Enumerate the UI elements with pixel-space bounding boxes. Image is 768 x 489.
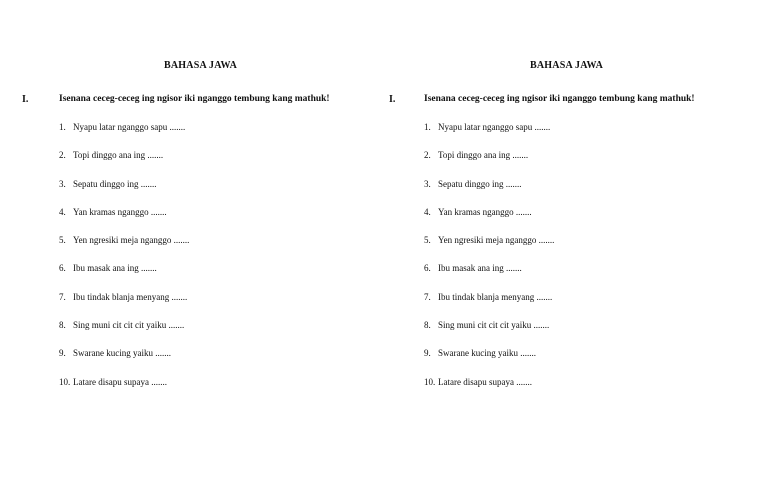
question-text: Yen ngresiki meja nganggo ....... bbox=[438, 235, 555, 246]
question-text: Latare disapu supaya ....... bbox=[438, 376, 532, 387]
question-text: Ibu masak ana ing ....... bbox=[438, 263, 522, 274]
question-text: Ibu tindak blanja menyang ....... bbox=[73, 291, 188, 302]
question-item bbox=[59, 377, 189, 405]
question-text: Yan kramas nganggo ....... bbox=[73, 206, 167, 217]
question-item bbox=[59, 348, 189, 376]
question-item bbox=[424, 179, 554, 207]
question-item bbox=[424, 292, 554, 320]
question-text: Sing muni cit cit cit yaiku ....... bbox=[438, 320, 550, 331]
question-number: 3. bbox=[424, 178, 431, 189]
question-list bbox=[424, 122, 554, 405]
question-text: Topi dinggo ana ing ....... bbox=[438, 150, 529, 161]
question-text: Sepatu dinggo ing ....... bbox=[73, 178, 157, 189]
question-item bbox=[424, 377, 554, 405]
section-instruction: Isenana ceceg-ceceg ing ngisor iki nganggo tembung kang mathuk! bbox=[424, 94, 695, 104]
question-number: 6. bbox=[424, 263, 431, 274]
question-number: 4. bbox=[424, 206, 431, 217]
question-item bbox=[424, 207, 554, 235]
question-number: 6. bbox=[59, 263, 66, 274]
question-item bbox=[424, 348, 554, 376]
question-number: 1. bbox=[59, 122, 66, 132]
question-item bbox=[59, 320, 189, 348]
question-text: Sing muni cit cit cit yaiku ....... bbox=[73, 320, 185, 331]
question-text: Topi dinggo ana ing ....... bbox=[73, 150, 164, 161]
question-item bbox=[424, 122, 554, 150]
worksheet-title: BAHASA JAWA bbox=[164, 60, 238, 71]
question-item bbox=[59, 122, 189, 150]
question-number: 10. bbox=[59, 376, 71, 387]
question-item bbox=[59, 263, 189, 291]
worksheet-title: BAHASA JAWA bbox=[530, 60, 604, 71]
question-item bbox=[424, 235, 554, 263]
question-number: 9. bbox=[59, 348, 66, 359]
question-number: 2. bbox=[424, 150, 431, 161]
question-item bbox=[59, 150, 189, 178]
question-number: 8. bbox=[59, 320, 66, 331]
question-item bbox=[59, 235, 189, 263]
section-number: I. bbox=[389, 94, 396, 105]
question-item bbox=[59, 292, 189, 320]
section-number: I. bbox=[22, 94, 29, 105]
question-text: Swarane kucing yaiku ....... bbox=[438, 348, 536, 359]
question-number: 7. bbox=[424, 291, 431, 302]
question-item bbox=[59, 179, 189, 207]
question-number: 1. bbox=[424, 122, 431, 132]
question-number: 2. bbox=[59, 150, 66, 161]
section-instruction: Isenana ceceg-ceceg ing ngisor iki nganggo tembung kang mathuk! bbox=[59, 94, 330, 104]
question-number: 5. bbox=[59, 235, 66, 246]
question-item bbox=[424, 263, 554, 291]
question-item bbox=[59, 207, 189, 235]
question-number: 9. bbox=[424, 348, 431, 359]
question-text: Ibu masak ana ing ....... bbox=[73, 263, 157, 274]
question-text: Latare disapu supaya ....... bbox=[73, 376, 167, 387]
question-number: 10. bbox=[424, 376, 436, 387]
question-text: Sepatu dinggo ing ....... bbox=[438, 178, 522, 189]
question-item bbox=[424, 320, 554, 348]
question-list bbox=[59, 122, 189, 405]
question-number: 8. bbox=[424, 320, 431, 331]
question-text: Yen ngresiki meja nganggo ....... bbox=[73, 235, 190, 246]
question-text: Nyapu latar nganggo sapu ....... bbox=[73, 122, 186, 132]
question-text: Nyapu latar nganggo sapu ....... bbox=[438, 122, 551, 132]
question-number: 5. bbox=[424, 235, 431, 246]
question-number: 7. bbox=[59, 291, 66, 302]
worksheet-right bbox=[384, 0, 768, 489]
question-text: Ibu tindak blanja menyang ....... bbox=[438, 291, 553, 302]
question-number: 3. bbox=[59, 178, 66, 189]
question-number: 4. bbox=[59, 206, 66, 217]
question-text: Swarane kucing yaiku ....... bbox=[73, 348, 171, 359]
question-item bbox=[424, 150, 554, 178]
question-text: Yan kramas nganggo ....... bbox=[438, 206, 532, 217]
